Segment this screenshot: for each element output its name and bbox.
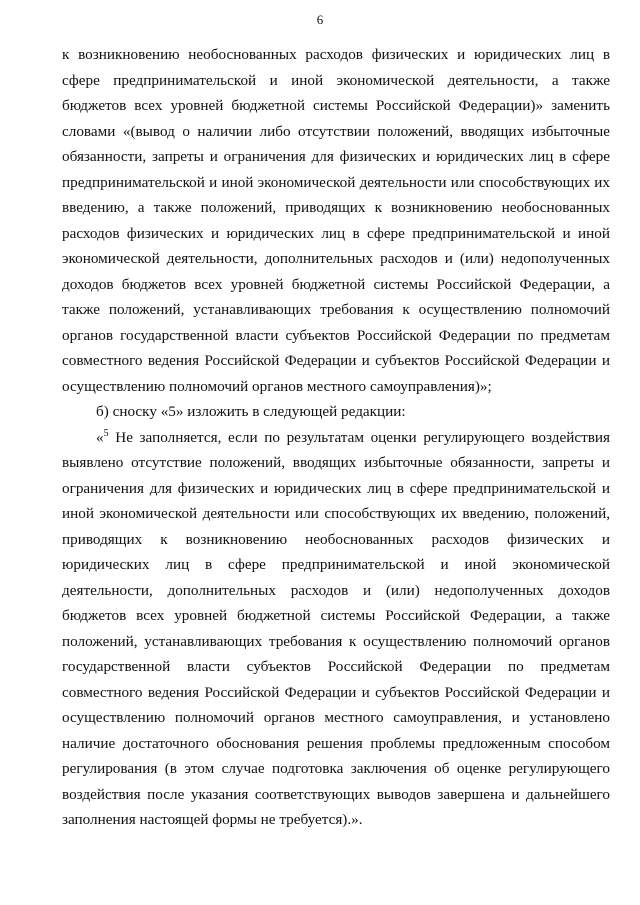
document-body [62,42,610,833]
footnote-body: Не заполняется, если по результатам оценки регулирующего воздействия выявлено отсутствие положений, вводящих избыточные обязанности, запреты и ограничения для физических и юридических лиц в сфере предпринимательской и иной экономической деятельности или способствующих их введению, положений, приводящих к возникновению необоснованных расходов физических и юридических лиц в сфере предпринимательской и иной экономической деятельности, дополнительных расходов и (или) недополученных доходов бюджетов всех уровней бюджетной системы Российской Федерации, а также положений, устанавливающих требования к осуществлению полномочий органов государственной власти субъектов Российской Федерации по предметам совместного ведения Российской Федерации и субъектов Российской Федерации и осуществлению полномочий органов местного самоуправления, и установлено наличие достаточного обоснования решения проблемы предложенным способом регулирования (в этом случае подготовка заключения об оценке регулирующего воздействия после указания соответствующих выводов завершена и дальнейшего заполнения настоящей формы не требуется).». [62,428,610,828]
paragraph-footnote-instruction: б) сноску «5» изложить в следующей редакции: [96,403,406,420]
paragraph-footnote-text [62,425,610,833]
page-number: 6 [316,12,324,27]
opening-quote: « [96,428,104,446]
paragraph-continuation: к возникновению необоснованных расходов физических и юридических лиц в сфере предпринимательской и иной экономической деятельности, а также бюджетов всех уровней бюджетной системы Российской Федерации)» заменить словами «(вывод о наличии либо отсутствии положений, вводящих избыточные обязанности, запреты и ограничения для физических и юридических лиц в сфере предпринимательской и иной экономической деятельности или способствующих их введению, а также положений, приводящих к возникновению необоснованных расходов физических и юридических лиц в сфере предпринимательской и иной экономической деятельности, дополнительных расходов и (или) недополученных доходов бюджетов всех уровней бюджетной системы Российской Федерации, а также положений, устанавливающих требования к осуществлению полномочий органов государственной власти субъектов Российской Федерации по предметам совместного ведения Российской Федерации и субъектов Российской Федерации и осуществлению полномочий органов местного самоуправления)»; [62,46,610,395]
footnote-superscript: 5 [103,427,109,439]
